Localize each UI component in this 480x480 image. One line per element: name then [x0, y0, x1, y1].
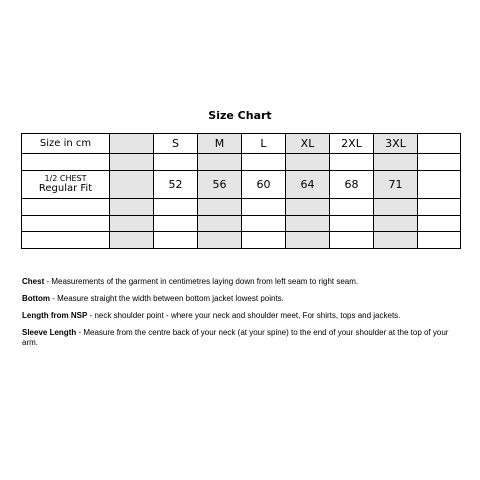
note-term: Length from NSP	[22, 311, 88, 320]
table-cell-empty	[110, 216, 154, 232]
note-text: - Measure straight the width between bottom jacket lowest points.	[50, 294, 284, 303]
table-cell-empty	[22, 199, 110, 216]
table-cell-empty	[154, 232, 198, 249]
table-cell-empty	[22, 232, 110, 249]
table-cell-empty	[198, 199, 242, 216]
table-row	[22, 199, 461, 216]
note-bottom	[22, 294, 462, 304]
table-cell-empty	[374, 216, 418, 232]
measurement-notes	[22, 277, 462, 355]
note-term: Sleeve Length	[22, 328, 77, 337]
table-cell-empty	[110, 199, 154, 216]
chest-value-xl: 64	[286, 171, 330, 199]
note-text: - neck shoulder point - where your neck and shoulder meet, For shirts, tops and jackets.	[87, 311, 401, 320]
note-chest	[22, 277, 462, 287]
table-cell-empty	[418, 216, 461, 232]
table-cell-empty	[286, 154, 330, 171]
table-cell-empty	[154, 154, 198, 171]
table-row	[22, 154, 461, 171]
table-cell-empty	[330, 216, 374, 232]
note-term: Chest	[22, 277, 45, 286]
table-row	[22, 216, 461, 232]
note-sleeve-length	[22, 328, 462, 348]
table-cell-empty	[154, 216, 198, 232]
chest-label-line1: 1/2 CHEST	[44, 174, 87, 183]
table-cell-empty	[330, 232, 374, 249]
table-cell-empty	[242, 199, 286, 216]
table-cell-empty	[330, 199, 374, 216]
table-cell-empty	[154, 199, 198, 216]
chest-value-2xl: 68	[330, 171, 374, 199]
chest-value-3xl: 71	[374, 171, 418, 199]
table-cell-empty	[22, 154, 110, 171]
table-cell-empty	[418, 154, 461, 171]
table-cell-empty	[286, 216, 330, 232]
table-cell-empty	[110, 232, 154, 249]
size-table	[21, 133, 461, 249]
table-cell-empty	[418, 134, 461, 154]
table-cell-empty	[198, 232, 242, 249]
chest-label-line2: Regular Fit	[38, 183, 93, 194]
note-text: - Measurements of the garment in centimetres laying down from left seam to right seam.	[44, 277, 359, 286]
chest-label	[22, 171, 110, 199]
note-length-from-nsp	[22, 311, 462, 321]
note-text: - Measure from the centre back of your neck (at your spine) to the end of your shoulder at the top of your arm.	[22, 328, 449, 347]
table-row	[22, 232, 461, 249]
table-cell-empty	[242, 232, 286, 249]
table-cell-empty	[418, 199, 461, 216]
size-header-l: L	[242, 134, 286, 154]
table-cell-empty	[198, 154, 242, 171]
chest-value-s: 52	[154, 171, 198, 199]
table-cell-empty	[374, 232, 418, 249]
size-header-s: S	[154, 134, 198, 154]
table-cell-empty	[330, 154, 374, 171]
chart-title: Size Chart	[208, 109, 272, 122]
table-cell-empty	[22, 216, 110, 232]
table-cell-empty	[374, 154, 418, 171]
note-term: Bottom	[22, 294, 50, 303]
size-header-m: M	[198, 134, 242, 154]
table-cell-empty	[242, 216, 286, 232]
chest-value-l: 60	[242, 171, 286, 199]
table-cell-empty	[242, 154, 286, 171]
size-header-xl: XL	[286, 134, 330, 154]
table-cell-empty	[374, 199, 418, 216]
table-cell-empty	[418, 232, 461, 249]
table-cell-empty	[286, 199, 330, 216]
size-in-cm-label: Size in cm	[22, 134, 110, 154]
table-cell-empty	[110, 171, 154, 199]
table-cell-empty	[418, 171, 461, 199]
size-header-3xl: 3XL	[374, 134, 418, 154]
table-row-chest	[22, 171, 461, 199]
chest-value-m: 56	[198, 171, 242, 199]
table-row-header	[22, 134, 461, 154]
size-header-2xl: 2XL	[330, 134, 374, 154]
table-cell-empty	[110, 154, 154, 171]
table-cell-empty	[286, 232, 330, 249]
table-cell-empty	[110, 134, 154, 154]
table-cell-empty	[198, 216, 242, 232]
